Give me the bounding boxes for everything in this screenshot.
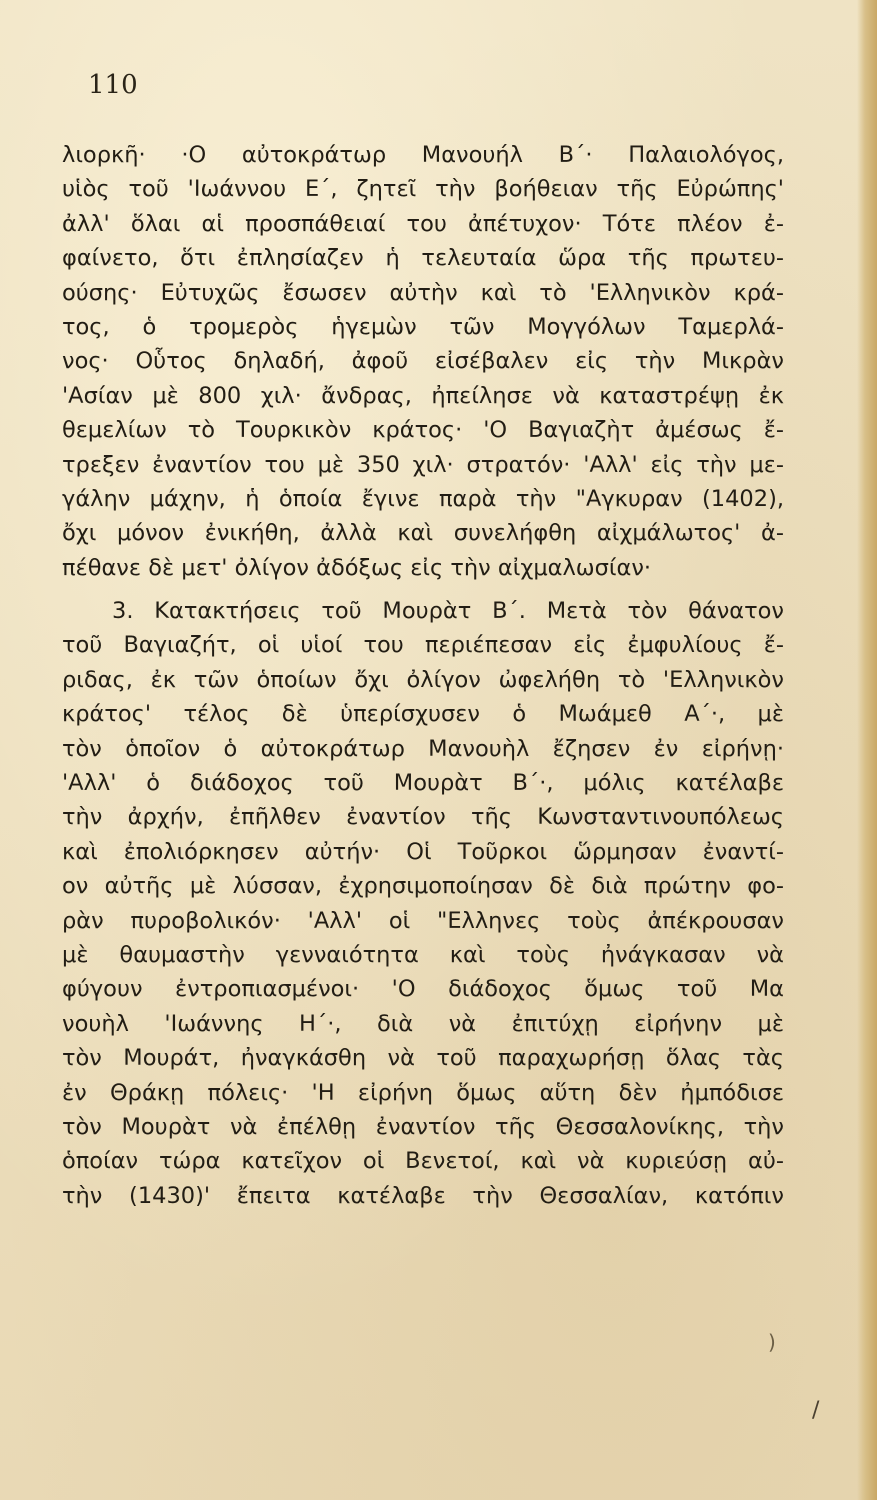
- body-text: [62, 138, 784, 1213]
- text-line: πέθανε δὲ μετ' ὀλίγον ἀδόξως εἰς τὴν αἰχμαλωσίαν·: [62, 554, 652, 581]
- text-line: μὲ θαυμαστὴν γενναιότητα καὶ τοὺς ἠνάγκασαν νὰ: [62, 941, 784, 968]
- paragraph-1: [62, 138, 784, 585]
- margin-parenthesis-mark: ): [768, 1330, 776, 1354]
- text-line: θεμελίων τὸ Τουρκικὸν κράτος· 'Ο Βαγιαζὴτ ἀμέσως ἔ-: [62, 417, 784, 444]
- text-line: τος, ὁ τρομερὸς ἡγεμὼν τῶν Μογγόλων Ταμερλά-: [62, 313, 784, 340]
- text-line: τὴν (1430)' ἔπειτα κατέλαβε τὴν Θεσσαλίαν, κατόπιν: [62, 1182, 784, 1209]
- paragraph-gap: [62, 585, 784, 594]
- text-line: κράτος' τέλος δὲ ὑπερίσχυσεν ὁ Μωάμεθ Α΄·, μὲ: [62, 701, 784, 728]
- text-line: φύγουν ἐντροπιασμένοι· 'Ο διάδοχος ὅμως τοῦ Μα: [62, 976, 784, 1003]
- text-line: ὄχι μόνον ἐνικήθη, ἀλλὰ καὶ συνελήφθη αἰχμάλωτος' ἀ-: [62, 520, 784, 547]
- text-line: ριδας, ἐκ τῶν ὁποίων ὄχι ὀλίγον ὠφελήθη τὸ 'Ελληνικὸν: [62, 666, 784, 693]
- text-line: τὸν Μουράτ, ἠναγκάσθη νὰ τοῦ παραχωρήσῃ ὅλας τὰς: [62, 1045, 784, 1072]
- page-number: 110: [88, 70, 138, 100]
- text-line: νος· Οὗτος δηλαδή, ἀφοῦ εἰσέβαλεν εἰς τὴν Μικρὰν: [62, 348, 784, 375]
- text-line: 'Αλλ' ὁ διάδοχος τοῦ Μουρὰτ Β΄·, μόλις κατέλαβε: [62, 770, 784, 797]
- text-line: υἱὸς τοῦ 'Ιωάννου Ε΄, ζητεῖ τὴν βοήθειαν τῆς Εὐρώπης': [62, 176, 784, 203]
- text-line: νουὴλ 'Ιωάννης Η΄·, διὰ νὰ ἐπιτύχῃ εἰρήνην μὲ: [62, 1010, 784, 1037]
- text-line: φαίνετο, ὅτι ἐπλησίαζεν ἡ τελευταία ὥρα τῆς πρωτευ-: [62, 245, 784, 272]
- text-line: 'Ασίαν μὲ 800 χιλ· ἄνδρας, ἠπείλησε νὰ καταστρέψῃ ἐκ: [62, 382, 784, 409]
- text-line: ὁποίαν τώρα κατεῖχον οἱ Βενετοί, καὶ νὰ κυριεύσῃ αὐ-: [62, 1148, 784, 1175]
- text-line: ἀλλ' ὅλαι αἱ προσπάθειαί του ἀπέτυχον· Τότε πλέον ἐ-: [62, 210, 784, 237]
- text-line: τρεξεν ἐναντίον του μὲ 350 χιλ· στρατόν· 'Αλλ' εἰς τὴν με-: [62, 451, 784, 478]
- text-line: ρὰν πυροβολικόν· 'Αλλ' οἱ "Ελληνες τοὺς ἀπέκρουσαν: [62, 907, 784, 934]
- text-line: τὴν ἀρχήν, ἐπῆλθεν ἐναντίον τῆς Κωνσταντινουπόλεως: [62, 804, 784, 831]
- text-line: γάλην μάχην, ἡ ὁποία ἔγινε παρὰ τὴν "Αγκυραν (1402),: [62, 485, 784, 512]
- section-heading-line: 3. Κατακτήσεις τοῦ Μουρὰτ Β΄. Μετὰ τὸν θάνατον: [112, 598, 784, 625]
- text-line: ον αὐτῆς μὲ λύσσαν, ἐχρησιμοποίησαν δὲ διὰ πρώτην φο-: [62, 873, 784, 900]
- margin-slash-mark: /: [812, 1398, 820, 1423]
- text-line: λιορκῆ· ·Ο αὐτοκράτωρ Μανουήλ Β΄· Παλαιολόγος,: [62, 142, 784, 168]
- paragraph-2: [62, 594, 784, 1213]
- text-line: καὶ ἐπολιόρκησεν αὐτήν· Οἱ Τοῦρκοι ὥρμησαν ἐναντί-: [62, 838, 784, 865]
- page-edge-shadow: [857, 0, 877, 1500]
- text-line: τοῦ Βαγιαζήτ, οἱ υἱοί του περιέπεσαν εἰς ἐμφυλίους ἔ-: [62, 632, 784, 659]
- text-line: τὸν ὁποῖον ὁ αὐτοκράτωρ Μανουὴλ ἔζησεν ἐν εἰρήνῃ·: [62, 735, 784, 762]
- text-line: ούσης· Εὐτυχῶς ἔσωσεν αὐτὴν καὶ τὸ 'Ελληνικὸν κρά-: [62, 279, 784, 306]
- text-line: ἐν Θράκῃ πόλεις· 'Η εἰρήνη ὅμως αὕτη δὲν ἠμπόδισε: [62, 1079, 784, 1106]
- text-line: τὸν Μουρὰτ νὰ ἐπέλθῃ ἐναντίον τῆς Θεσσαλονίκης, τὴν: [62, 1113, 784, 1140]
